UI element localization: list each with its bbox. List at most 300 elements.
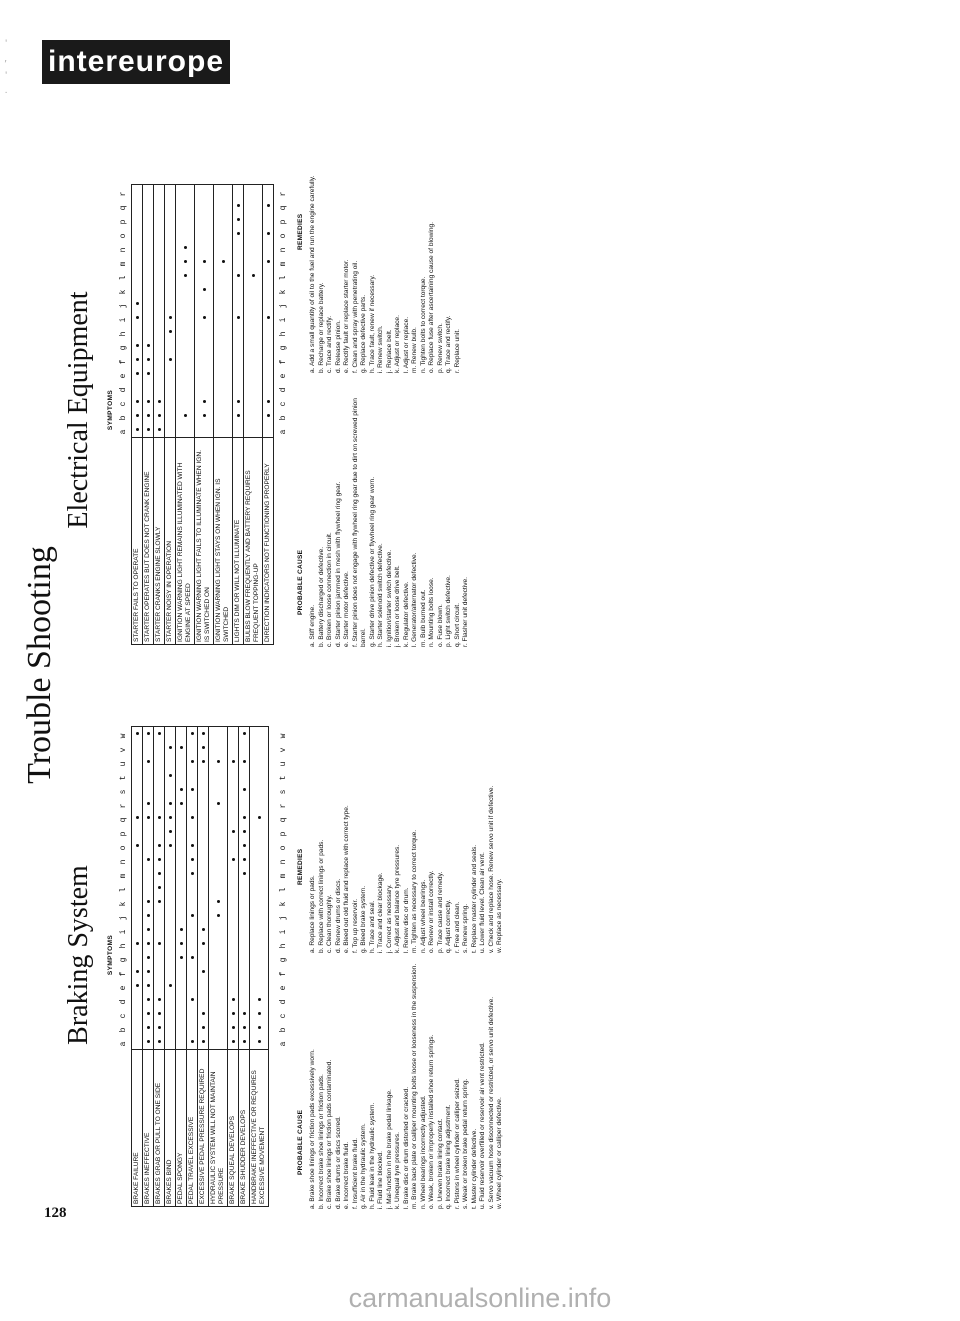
cause-marker-dot [136,733,139,736]
cause-marker-dot [147,957,150,960]
cause-letter: r [279,803,288,809]
braking-cause-list [309,959,505,1209]
cause-marker-dot [237,401,240,404]
remedy-item: m. Tighten as necessary to correct torque. [411,829,418,953]
cause-marker-dot [184,275,187,278]
cause-marker-dot [191,873,194,876]
cause-marker-dot [147,803,150,806]
symptom-cause-markers [209,727,228,1050]
cause-letter: k [279,901,288,907]
remedy-item: t. Replace master cylinder and seals. [470,844,478,953]
remedy-item: f. Clean and spray with penetrating oil. [351,260,359,373]
cause-item: b. Battery discharged or defective. [317,546,325,647]
cause-letter: e [119,373,128,379]
cause-marker-dot [147,901,150,904]
symptom-label: EXCESSIVE PEDAL PRESSURE REQUIRED [198,1050,209,1207]
cause-marker-dot [147,971,150,974]
symptom-row [176,727,187,1207]
cause-letter: c [119,1013,128,1019]
cause-letter: v [279,747,288,753]
cause-marker-dot [158,845,161,848]
symptom-row [244,185,263,645]
symptom-cause-markers [176,185,195,438]
cause-letter: b [279,415,288,421]
cause-marker-dot [191,999,194,1002]
cause-letter: p [279,831,288,837]
remedy-item: i. Renew switch. [377,325,384,373]
symptom-row [250,727,269,1207]
site-watermark: carmanualsonline.info [348,1283,612,1313]
cause-letter: r [279,191,288,197]
cause-letter: l [279,275,288,281]
cause-marker-dot [217,761,220,764]
cause-marker-dot [180,747,183,750]
cause-letter: g [279,345,288,351]
braking-symptoms-heading: SYMPTOMS [107,934,114,976]
remedy-item: a. Add a small quantity of oil to the fuel and run the engine carefully. [309,175,316,373]
electrical-symptoms-table [131,184,274,645]
cause-marker-dot [169,817,172,820]
cause-item: q. Incorrect brake lining adjustment. [445,1104,452,1209]
cause-marker-dot [158,873,161,876]
cause-item: v. Servo vacuum hose disconnected or restricted, or servo unit defective. [487,996,495,1209]
cause-marker-dot [169,747,172,750]
cause-letter: d [119,999,128,1005]
symptom-label: STARTER NOISY IN OPERATION [165,438,176,645]
cause-marker-dot [158,901,161,904]
cause-marker-dot [267,401,270,404]
remedy-item: j. Correct as necessary. [385,884,393,953]
cause-marker-dot [136,317,139,320]
symptom-row [195,185,214,645]
remedy-item: c. Trace and rectify. [326,315,333,373]
publisher-logo: intereurope [42,40,230,84]
cause-marker-dot [169,331,172,334]
cause-item: n. Wheel bearings incorrectly adjusted. [419,1095,427,1209]
symptom-cause-markers [143,727,154,1050]
braking-remedies-heading: REMEDIES [297,848,304,885]
cause-letter: m [279,261,288,267]
cause-marker-dot [202,747,205,750]
symptom-label: STARTER FAILS TO OPERATE [132,438,143,645]
cause-letter: c [279,1013,288,1019]
cause-marker-dot [158,1041,161,1044]
cause-item: d. Starter pinion jammed in mesh with flywheel ring gear. [334,481,342,647]
cause-item: r. Pistons in wheel cylinder or calliper seized. [453,1078,461,1209]
symptom-cause-markers [143,185,154,438]
cause-letter: p [119,831,128,837]
cause-letter: k [119,901,128,907]
cause-marker-dot [191,789,194,792]
cause-item: k. Unequal tyre pressures. [394,1132,401,1209]
remedy-item: q. Adjust correctly. [445,899,452,953]
cause-marker-dot [136,345,139,348]
cause-marker-dot [158,859,161,862]
cause-item: e. Incorrect brake fluid. [343,1141,350,1209]
cause-marker-dot [232,761,235,764]
remedy-item: m. Renew bulb. [411,327,418,373]
cause-marker-dot [237,275,240,278]
cause-marker-dot [191,761,194,764]
cause-letter: p [279,219,288,225]
cause-marker-dot [169,845,172,848]
cause-letter: g [119,957,128,963]
remedy-item: u. Lower fluid level. Clean air vent. [479,852,486,953]
cause-item: g. Air in the hydraulic system. [360,1123,367,1209]
remedy-item: d. Renew drums or discs. [334,878,342,953]
cause-marker-dot [147,999,150,1002]
cause-marker-dot [232,1013,235,1016]
cause-item: n. Mounting bolts loose. [428,577,435,647]
symptom-row [263,185,274,645]
cause-item: a. Stiff engine. [309,604,316,647]
cause-letter: i [279,929,288,935]
symptom-cause-markers [132,185,143,438]
cause-marker-dot [267,233,270,236]
cause-letter: h [119,331,128,337]
remedy-item: e. Rectify fault or replace starter motor. [343,259,350,373]
cause-letter: n [119,247,128,253]
cause-marker-dot [136,415,139,418]
cause-marker-dot [158,887,161,890]
cause-letter: w [279,733,288,739]
cause-marker-dot [267,205,270,208]
cause-marker-dot [136,303,139,306]
cause-marker-dot [158,817,161,820]
cause-marker-dot [147,817,150,820]
symptom-label: BRAKE SHUDDER DEVELOPS [239,1050,250,1207]
symptom-row [165,185,176,645]
cause-marker-dot [184,247,187,250]
cause-marker-dot [243,831,246,834]
cause-marker-dot [147,1027,150,1030]
cause-marker-dot [202,761,205,764]
cause-item: p. Uneven brake lining contact. [436,1118,444,1209]
cause-marker-dot [147,929,150,932]
cause-marker-dot [243,873,246,876]
cause-marker-dot [158,1013,161,1016]
symptom-label: DIRECTION INDICATORS NOT FUNCTIONING PROPERLY [263,438,274,645]
cause-item: m. Brake back plate or calliper mounting bolts loose or looseness in the suspension. [411,963,418,1209]
cause-marker-dot [203,289,206,292]
cause-letter: o [119,845,128,851]
cause-marker-dot [169,803,172,806]
cause-letter: l [119,275,128,281]
remedy-item: f. Top up reservoir. [351,898,359,953]
cause-letter: b [119,415,128,421]
cause-letter: s [119,789,128,795]
cause-item: r. Flasher unit defective. [462,576,469,647]
cause-marker-dot [217,915,220,918]
cause-marker-dot [232,831,235,834]
cause-item: h. Starter solenoid switch defective. [377,543,384,647]
cause-letter: c [279,401,288,407]
symptom-label: PEDAL SPONGY [176,1050,187,1207]
cause-item: b. Incorrect brake shoe linings or friction pads. [317,1074,325,1209]
symptom-cause-markers [154,185,165,438]
cause-marker-dot [158,429,161,432]
remedy-item: i. Trace and clear blockage. [377,872,384,953]
cause-letter: j [279,915,288,921]
symptom-row [187,727,198,1207]
cause-marker-dot [147,415,150,418]
remedy-item: g. Replace defective parts. [360,294,367,373]
cause-marker-dot [217,803,220,806]
cause-marker-dot [136,971,139,974]
remedy-item: b. Replace with correct linings or pads. [317,839,325,953]
cause-item: c. Broken or loose connection in circuit. [326,532,333,647]
cause-letter: h [279,331,288,337]
cause-marker-dot [202,1041,205,1044]
cause-marker-dot [237,317,240,320]
cause-letter: m [119,873,128,879]
cause-item: k. Regulator defective. [402,581,410,647]
cause-marker-dot [147,345,150,348]
symptom-cause-markers [239,727,250,1050]
cause-marker-dot [237,205,240,208]
remedy-item: p. Trace cause and remedy. [436,871,444,953]
remedy-item: e. Bleed out old fluid and replace with correct type. [343,805,350,953]
braking-symptoms-table [131,726,269,1207]
symptom-cause-markers [176,727,187,1050]
cause-letter: a [119,1041,128,1047]
symptom-row [228,727,239,1207]
cause-item: j. Broken or loose drive belt. [394,565,401,647]
remedy-item: n. Tighten bolts to correct torque. [419,276,427,373]
symptom-cause-markers [165,727,176,1050]
cause-letter: n [279,859,288,865]
cause-item: t. Master cylinder defective. [470,1128,478,1209]
cause-item: s. Weak or broken brake pedal return spring. [462,1078,469,1209]
remedy-item: s. Renew spring. [462,903,469,953]
cause-item: i. Fluid line blocked. [377,1151,384,1209]
cause-letter: m [279,873,288,879]
cause-letter: e [119,985,128,991]
cause-marker-dot [203,261,206,264]
electrical-cause-heading: PROBABLE CAUSE [297,549,304,615]
cause-letter: o [279,233,288,239]
remedy-item: q. Trace and rectify. [445,315,452,373]
cause-letter: a [279,1041,288,1047]
cause-marker-dot [191,733,194,736]
cause-item: p. Light switch defective. [445,575,452,647]
symptom-row [239,727,250,1207]
cause-marker-dot [191,859,194,862]
symptom-label: BRAKES INEFFECTIVE [143,1050,154,1207]
cause-marker-dot [180,929,183,932]
cause-marker-dot [232,1041,235,1044]
cause-marker-dot [158,1027,161,1030]
cause-marker-dot [243,859,246,862]
cause-item: a. Brake shoe linings or friction pads excessively worn. [309,1049,316,1209]
cause-item: c. Brake shoe linings or friction pads contaminated. [326,1059,333,1209]
symptom-cause-markers [132,727,143,1050]
cause-marker-dot [136,845,139,848]
symptom-cause-markers [195,185,214,438]
symptom-label: IGNITION WARNING LIGHT REMAINS ILLUMINATED WITH ENGINE AT SPEED [176,438,195,645]
cause-letter: v [119,747,128,753]
symptom-row [214,185,233,645]
cause-letter: m [119,261,128,267]
cause-item: u. Fluid reservoir overfilled or reservoir air vent restricted. [479,1042,486,1209]
page-number: 128 [44,1205,67,1221]
remedy-item: l. Renew disc or drum. [402,887,410,953]
symptom-cause-markers [263,185,274,438]
braking-remedies-list [309,718,505,953]
cause-marker-dot [184,261,187,264]
cause-letter: d [279,999,288,1005]
cause-marker-dot [267,317,270,320]
cause-letter: f [119,359,128,365]
cause-marker-dot [147,761,150,764]
cause-letter: e [279,373,288,379]
cause-marker-dot [147,985,150,988]
symptom-label: HYDRAULIC SYSTEM WILL NOT MAINTAIN PRESSURE [209,1050,228,1207]
cause-marker-dot [147,733,150,736]
remedy-item: k. Adjust and balance tyre pressures. [394,844,401,953]
cause-marker-dot [258,999,261,1002]
electrical-remedies-heading: REMEDIES [297,213,304,250]
page-title: Trouble Shooting [21,546,58,784]
cause-marker-dot [180,957,183,960]
cause-letter: a [119,429,128,435]
cause-marker-dot [180,789,183,792]
symptom-row [154,185,165,645]
cause-letter: u [119,761,128,767]
cause-marker-dot [158,999,161,1002]
cause-letter: f [279,359,288,365]
cause-marker-dot [237,233,240,236]
cause-letter: o [119,233,128,239]
remedy-item: o. Renew or install correctly. [428,870,435,953]
cause-marker-dot [136,943,139,946]
cause-marker-dot [258,1027,261,1030]
symptom-cause-markers [187,727,198,1050]
cause-letter: s [279,789,288,795]
symptom-cause-markers [198,727,209,1050]
symptom-label: IGNITION WARNING LIGHT STAYS ON WHEN IGN. IS SWITCHED [214,438,233,645]
remedy-item: l. Adjust or replace. [402,316,410,373]
cause-letter: o [279,845,288,851]
cause-marker-dot [267,261,270,264]
cause-letter: a [279,429,288,435]
cause-letter: g [119,345,128,351]
cause-letter: j [119,303,128,309]
remedy-item: b. Recharge or replace battery. [317,282,325,373]
cause-letter: i [119,929,128,935]
cause-letter: b [119,1027,128,1033]
cause-item: e. Starter motor defective. [343,571,350,647]
cause-marker-dot [147,943,150,946]
cause-marker-dot [203,317,206,320]
cause-letter: p [119,219,128,225]
cause-marker-dot [232,859,235,862]
remedy-item: r. Free and clean. [453,901,461,953]
cause-marker-dot [191,957,194,960]
cause-marker-dot [158,415,161,418]
cause-item: j. Mal-function in the brake pedal linkage. [385,1089,393,1209]
cause-marker-dot [222,261,225,264]
cause-marker-dot [243,733,246,736]
cause-letter: t [279,775,288,781]
remedy-item: r. Replace unit. [453,329,461,373]
cause-marker-dot [243,1027,246,1030]
cause-item: i. Ignition/starter switch defective. [385,549,393,647]
remedy-item: n. Adjust wheel bearings. [419,879,427,953]
cause-letter: q [119,817,128,823]
cause-marker-dot [232,1027,235,1030]
cause-marker-dot [243,817,246,820]
cause-item: g. Starter drive pinion defective or flywheel ring gear worn. [368,476,376,647]
cause-marker-dot [147,859,150,862]
cause-marker-dot [203,415,206,418]
cause-letter: t [119,775,128,781]
remedy-item: p. Renew switch. [436,323,444,373]
cause-letter: l [119,887,128,893]
cause-marker-dot [243,1041,246,1044]
symptom-label: IGNITION WARNING LIGHT FAILS TO ILLUMINATE WHEN IGN. IS SWITCHED ON [195,438,214,645]
cause-letter: j [279,303,288,309]
cause-marker-dot [232,999,235,1002]
cause-marker-dot [191,915,194,918]
braking-section-title: Braking System [63,865,94,1045]
rotated-page-content [15,115,503,1215]
electrical-symptoms-heading: SYMPTOMS [107,389,114,431]
cause-marker-dot [191,845,194,848]
cause-marker-dot [243,761,246,764]
cause-letter: w [119,733,128,739]
cause-marker-dot [169,985,172,988]
symptom-label: HANDBRAKE INEFFECTIVE OR REQUIRES EXCESSIVE MOVEMENT [250,1050,269,1207]
symptom-row [209,727,228,1207]
cause-marker-dot [217,901,220,904]
symptom-label: STARTER CRANKS ENGINE SLOWLY [154,438,165,645]
symptom-row [176,185,195,645]
symptom-label: BRAKE SQUEAL DEVELOPS [228,1050,239,1207]
remedy-item: j. Replace belt. [385,329,393,373]
cause-marker-dot [191,817,194,820]
symptom-label: BRAKES BIND [165,1050,176,1207]
remedy-item: h. Trace fault, renew if necessary. [368,274,376,373]
cause-marker-dot [184,415,187,418]
cause-letter: h [119,943,128,949]
electrical-section-title: Electrical Equipment [63,291,94,529]
cause-item: f. Starter pinion does not engage with flywheel ring gear due to dirt on screwed pinion barrel. [351,398,367,647]
symptom-cause-markers [165,185,176,438]
cause-letter: k [119,289,128,295]
cause-letter: j [119,915,128,921]
cause-letter: c [119,401,128,407]
cause-marker-dot [169,831,172,834]
cause-letter: q [279,817,288,823]
cause-letter: b [279,1027,288,1033]
cause-marker-dot [158,943,161,946]
cause-item: l. Brake disc or drum distorted or cracked. [402,1086,410,1209]
cause-marker-dot [147,359,150,362]
cause-marker-dot [237,219,240,222]
cause-marker-dot [147,1041,150,1044]
cause-marker-dot [202,1027,205,1030]
cause-item: q. Short circuit. [453,603,461,647]
cause-marker-dot [147,401,150,404]
remedy-item: k. Adjust or replace. [394,315,401,373]
cause-letter: g [279,957,288,963]
remedy-item: h. Trace and seal. [368,900,376,953]
cause-marker-dot [136,373,139,376]
cause-marker-dot [136,401,139,404]
cause-marker-dot [158,401,161,404]
symptom-cause-markers [250,727,269,1050]
